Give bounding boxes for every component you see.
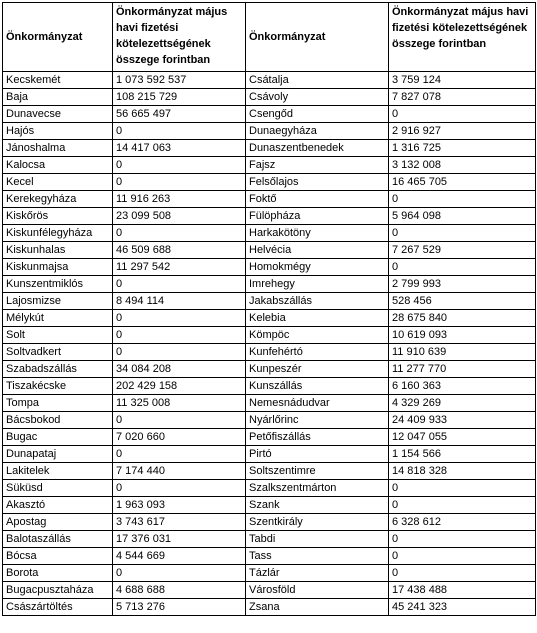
municipality-cell: Zsana	[246, 599, 389, 616]
municipality-cell: Harkakötöny	[246, 225, 389, 242]
municipality-cell: Homokmégy	[246, 259, 389, 276]
amount-cell: 0	[389, 106, 536, 123]
amount-cell: 0	[389, 531, 536, 548]
amount-cell: 0	[113, 157, 246, 174]
municipality-cell: Tázlár	[246, 565, 389, 582]
table-row	[3, 157, 536, 174]
municipality-cell: Lajosmizse	[3, 293, 113, 310]
municipality-cell: Kecel	[3, 174, 113, 191]
header-amount-2: Önkormányzat május havi fizetési kötelezettségének összege forintban	[389, 3, 536, 72]
municipality-cell: Fajsz	[246, 157, 389, 174]
table-row	[3, 361, 536, 378]
amount-cell: 24 409 933	[389, 412, 536, 429]
municipality-cell: Petőfiszállás	[246, 429, 389, 446]
municipality-cell: Kecskemét	[3, 72, 113, 89]
header-amount: Önkormányzat május havi fizetési kötelezettségének összege forintban	[113, 3, 246, 72]
amount-cell: 3 759 124	[389, 72, 536, 89]
municipality-cell: Nemesnádudvar	[246, 395, 389, 412]
municipality-cell: Kiskunmajsa	[3, 259, 113, 276]
amount-cell: 0	[113, 344, 246, 361]
municipality-cell: Bugacpusztaháza	[3, 582, 113, 599]
municipality-cell: Apostag	[3, 514, 113, 531]
municipality-cell: Kelebia	[246, 310, 389, 327]
amount-cell: 23 099 508	[113, 208, 246, 225]
table-row	[3, 565, 536, 582]
amount-cell: 3 132 008	[389, 157, 536, 174]
municipality-cell: Nyárlőrinc	[246, 412, 389, 429]
municipality-cell: Dunaszentbenedek	[246, 140, 389, 157]
payment-table	[2, 2, 536, 616]
table-row	[3, 446, 536, 463]
amount-cell: 202 429 158	[113, 378, 246, 395]
table-row	[3, 514, 536, 531]
amount-cell: 1 073 592 537	[113, 72, 246, 89]
municipality-cell: Kunszentmiklós	[3, 276, 113, 293]
municipality-cell: Kerekegyháza	[3, 191, 113, 208]
table-row	[3, 582, 536, 599]
table-row	[3, 531, 536, 548]
amount-cell: 0	[389, 497, 536, 514]
municipality-cell: Tass	[246, 548, 389, 565]
municipality-cell: Solt	[3, 327, 113, 344]
header-row	[3, 3, 536, 72]
municipality-cell: Kunpeszér	[246, 361, 389, 378]
municipality-cell: Soltvadkert	[3, 344, 113, 361]
amount-cell: 46 509 688	[113, 242, 246, 259]
table-row	[3, 599, 536, 616]
amount-cell: 34 084 208	[113, 361, 246, 378]
amount-cell: 11 916 263	[113, 191, 246, 208]
municipality-cell: Dunapataj	[3, 446, 113, 463]
table-row	[3, 429, 536, 446]
amount-cell: 5 713 276	[113, 599, 246, 616]
amount-cell: 0	[113, 412, 246, 429]
municipality-cell: Kiskunfélegyháza	[3, 225, 113, 242]
municipality-cell: Foktő	[246, 191, 389, 208]
table-row	[3, 106, 536, 123]
municipality-cell: Mélykút	[3, 310, 113, 327]
table-row	[3, 497, 536, 514]
amount-cell: 8 494 114	[113, 293, 246, 310]
table-row	[3, 225, 536, 242]
amount-cell: 14 417 063	[113, 140, 246, 157]
municipality-cell: Tiszakécske	[3, 378, 113, 395]
municipality-cell: Csávoly	[246, 89, 389, 106]
amount-cell: 14 818 328	[389, 463, 536, 480]
municipality-cell: Imrehegy	[246, 276, 389, 293]
municipality-cell: Lakitelek	[3, 463, 113, 480]
municipality-cell: Szank	[246, 497, 389, 514]
amount-cell: 7 174 440	[113, 463, 246, 480]
municipality-cell: Dunaegyháza	[246, 123, 389, 140]
table-row	[3, 276, 536, 293]
municipality-cell: Bácsbokod	[3, 412, 113, 429]
municipality-cell: Szalkszentmárton	[246, 480, 389, 497]
amount-cell: 56 665 497	[113, 106, 246, 123]
amount-cell: 0	[113, 310, 246, 327]
municipality-cell: Kömpöc	[246, 327, 389, 344]
amount-cell: 4 329 269	[389, 395, 536, 412]
table-row	[3, 412, 536, 429]
amount-cell: 0	[389, 191, 536, 208]
municipality-cell: Tompa	[3, 395, 113, 412]
header-municipality: Önkormányzat	[3, 3, 113, 72]
amount-cell: 528 456	[389, 293, 536, 310]
municipality-cell: Kiskőrös	[3, 208, 113, 225]
municipality-cell: Csengőd	[246, 106, 389, 123]
table-body	[3, 72, 536, 616]
municipality-cell: Bugac	[3, 429, 113, 446]
amount-cell: 0	[113, 446, 246, 463]
table-row	[3, 191, 536, 208]
municipality-cell: Felsőlajos	[246, 174, 389, 191]
amount-cell: 2 916 927	[389, 123, 536, 140]
table-row	[3, 344, 536, 361]
municipality-cell: Helvécia	[246, 242, 389, 259]
table-row	[3, 395, 536, 412]
amount-cell: 3 743 617	[113, 514, 246, 531]
municipality-cell: Fülöpháza	[246, 208, 389, 225]
amount-cell: 45 241 323	[389, 599, 536, 616]
amount-cell: 108 215 729	[113, 89, 246, 106]
amount-cell: 6 328 612	[389, 514, 536, 531]
header-municipality-2: Önkormányzat	[246, 3, 389, 72]
municipality-cell: Kunfehértó	[246, 344, 389, 361]
amount-cell: 4 544 669	[113, 548, 246, 565]
municipality-cell: Csátalja	[246, 72, 389, 89]
table-row	[3, 548, 536, 565]
municipality-cell: Baja	[3, 89, 113, 106]
amount-cell: 6 160 363	[389, 378, 536, 395]
amount-cell: 1 316 725	[389, 140, 536, 157]
municipality-cell: Szabadszállás	[3, 361, 113, 378]
municipality-cell: Akasztó	[3, 497, 113, 514]
amount-cell: 28 675 840	[389, 310, 536, 327]
amount-cell: 11 277 770	[389, 361, 536, 378]
amount-cell: 2 799 993	[389, 276, 536, 293]
table-row	[3, 293, 536, 310]
table-row	[3, 259, 536, 276]
amount-cell: 17 376 031	[113, 531, 246, 548]
table-row	[3, 242, 536, 259]
municipality-cell: Császártöltés	[3, 599, 113, 616]
amount-cell: 0	[113, 225, 246, 242]
municipality-cell: Jakabszállás	[246, 293, 389, 310]
amount-cell: 11 325 008	[113, 395, 246, 412]
amount-cell: 17 438 488	[389, 582, 536, 599]
amount-cell: 0	[113, 480, 246, 497]
municipality-cell: Soltszentimre	[246, 463, 389, 480]
table-row	[3, 123, 536, 140]
municipality-cell: Kunszállás	[246, 378, 389, 395]
table-row	[3, 327, 536, 344]
municipality-cell: Hajós	[3, 123, 113, 140]
table-row	[3, 463, 536, 480]
amount-cell: 16 465 705	[389, 174, 536, 191]
table-row	[3, 378, 536, 395]
municipality-cell: Városföld	[246, 582, 389, 599]
table-row	[3, 72, 536, 89]
table-row	[3, 140, 536, 157]
municipality-cell: Kiskunhalas	[3, 242, 113, 259]
table-row	[3, 89, 536, 106]
amount-cell: 0	[389, 548, 536, 565]
amount-cell: 0	[113, 276, 246, 293]
amount-cell: 11 910 639	[389, 344, 536, 361]
amount-cell: 0	[389, 480, 536, 497]
amount-cell: 12 047 055	[389, 429, 536, 446]
amount-cell: 0	[113, 565, 246, 582]
table-row	[3, 480, 536, 497]
municipality-cell: Szentkirály	[246, 514, 389, 531]
amount-cell: 7 020 660	[113, 429, 246, 446]
amount-cell: 1 963 093	[113, 497, 246, 514]
amount-cell: 5 964 098	[389, 208, 536, 225]
municipality-cell: Süküsd	[3, 480, 113, 497]
amount-cell: 0	[389, 225, 536, 242]
amount-cell: 0	[113, 123, 246, 140]
amount-cell: 4 688 688	[113, 582, 246, 599]
amount-cell: 0	[389, 565, 536, 582]
municipality-cell: Tabdi	[246, 531, 389, 548]
amount-cell: 0	[113, 327, 246, 344]
amount-cell: 7 267 529	[389, 242, 536, 259]
amount-cell: 7 827 078	[389, 89, 536, 106]
municipality-cell: Balotaszállás	[3, 531, 113, 548]
table-row	[3, 174, 536, 191]
amount-cell: 0	[113, 174, 246, 191]
amount-cell: 1 154 566	[389, 446, 536, 463]
table-row	[3, 208, 536, 225]
municipality-cell: Kalocsa	[3, 157, 113, 174]
municipality-cell: Borota	[3, 565, 113, 582]
amount-cell: 10 619 093	[389, 327, 536, 344]
municipality-cell: Dunavecse	[3, 106, 113, 123]
amount-cell: 0	[389, 259, 536, 276]
amount-cell: 11 297 542	[113, 259, 246, 276]
table-row	[3, 310, 536, 327]
municipality-cell: Bócsa	[3, 548, 113, 565]
municipality-cell: Pirtó	[246, 446, 389, 463]
municipality-cell: Jánoshalma	[3, 140, 113, 157]
